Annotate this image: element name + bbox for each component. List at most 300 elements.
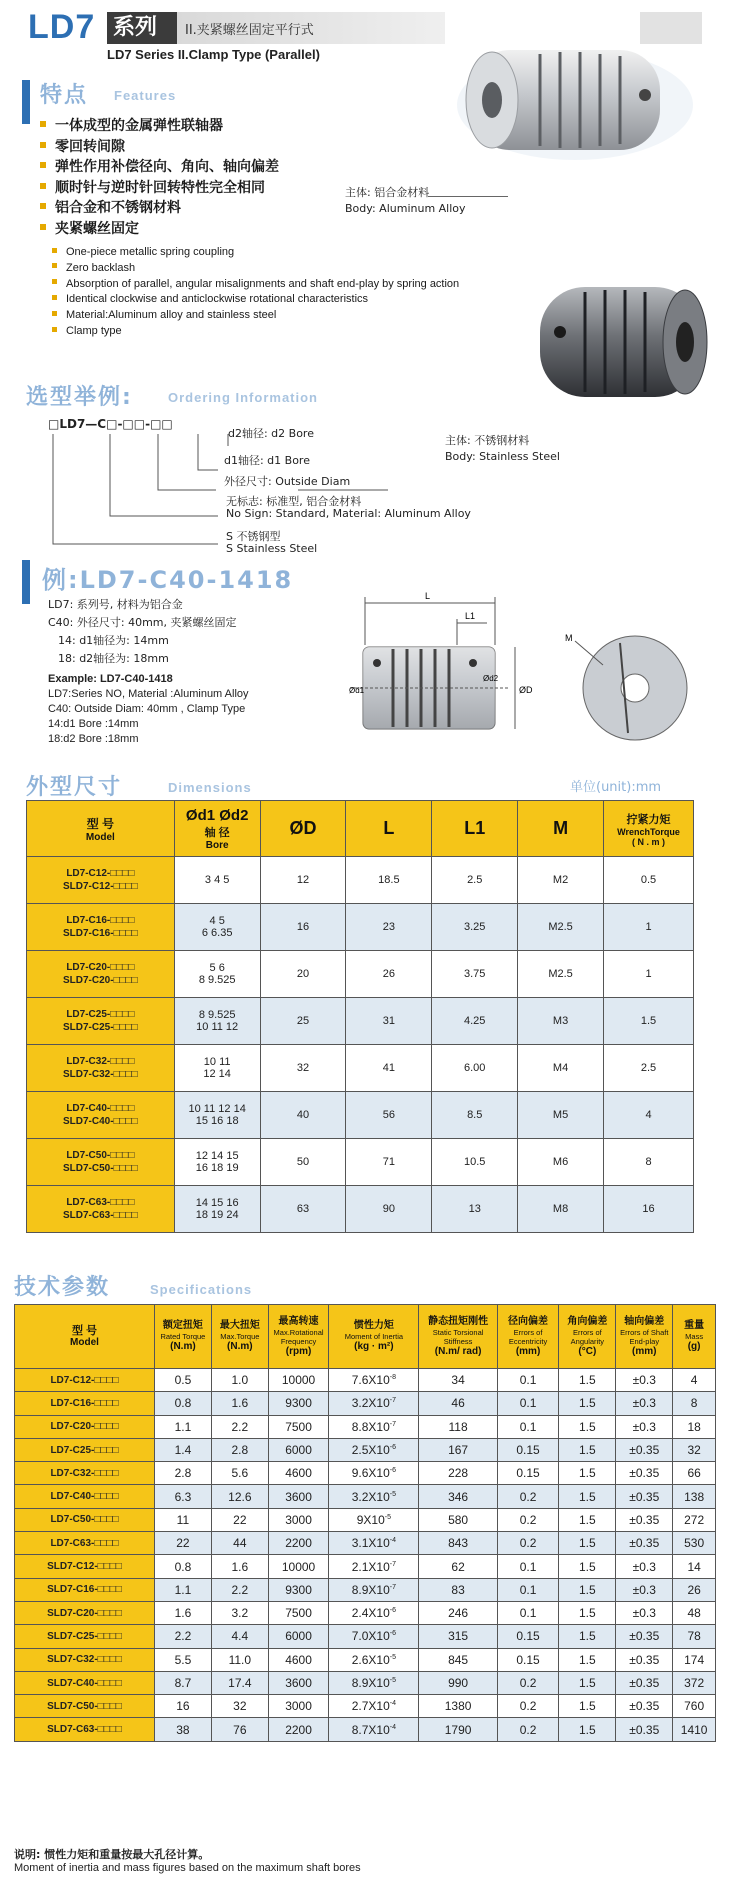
spec-cell-eccentricity: 0.15	[497, 1625, 559, 1648]
spec-cell-stiffness: 62	[419, 1555, 497, 1578]
dim-cell-M: M5	[518, 1092, 604, 1139]
ordering-s-en: S Stainless Steel	[226, 542, 318, 555]
spec-cell-mass: 372	[673, 1671, 716, 1694]
dim-cell-L: 31	[346, 998, 432, 1045]
dim-header-L: L	[346, 801, 432, 857]
spec-cell-max-torque: 22	[211, 1508, 268, 1531]
spec-cell-model: SLD7-C25-□□□□	[15, 1625, 155, 1648]
example-line-en: 14:d1 Bore :14mm	[48, 718, 139, 730]
dim-cell-M: M2.5	[518, 951, 604, 998]
example-title: 例:LD7-C40-1418	[42, 566, 294, 594]
dim-label-L1: L1	[465, 611, 476, 621]
spec-cell-model: LD7-C32-□□□□	[15, 1462, 155, 1485]
spec-cell-rpm: 2200	[268, 1532, 329, 1555]
spec-cell-rpm: 7500	[268, 1601, 329, 1624]
features-list-cn	[40, 116, 360, 239]
spec-cell-angularity: 1.5	[559, 1508, 616, 1531]
spec-cell-angularity: 1.5	[559, 1578, 616, 1601]
spec-cell-max-torque: 2.2	[211, 1415, 268, 1438]
dim-header-L1: L1	[432, 801, 518, 857]
spec-row	[15, 1392, 716, 1415]
spec-cell-end-play: ±0.35	[616, 1671, 673, 1694]
specifications-table	[14, 1304, 716, 1742]
example-line-cn: LD7: 系列号, 材料为铝合金	[48, 598, 183, 611]
dim-cell-bore: 12 14 15 16 18 19	[174, 1139, 260, 1186]
spec-cell-rated-torque: 2.2	[154, 1625, 211, 1648]
spec-cell-max-torque: 44	[211, 1532, 268, 1555]
spec-cell-rpm: 6000	[268, 1438, 329, 1461]
features-list-en	[52, 245, 572, 340]
spec-cell-angularity: 1.5	[559, 1625, 616, 1648]
spec-cell-angularity: 1.5	[559, 1438, 616, 1461]
spec-cell-eccentricity: 0.15	[497, 1462, 559, 1485]
spec-cell-stiffness: 46	[419, 1392, 497, 1415]
dim-cell-torque: 0.5	[604, 857, 694, 904]
dim-cell-bore: 10 11 12 14	[174, 1045, 260, 1092]
dim-label-d2: Ød2	[483, 674, 499, 683]
spec-row	[15, 1648, 716, 1671]
example-title-en: Example: LD7-C40-1418	[48, 673, 173, 685]
spec-row	[15, 1462, 716, 1485]
spec-cell-inertia: $2.4X10^{-6}$	[329, 1601, 419, 1624]
dim-cell-torque: 1	[604, 951, 694, 998]
spec-cell-rated-torque: 0.5	[154, 1369, 211, 1392]
spec-cell-max-torque: 2.8	[211, 1438, 268, 1461]
dim-cell-L1: 3.75	[432, 951, 518, 998]
spec-row	[15, 1625, 716, 1648]
spec-row	[15, 1508, 716, 1531]
spec-cell-rated-torque: 6.3	[154, 1485, 211, 1508]
spec-row	[15, 1695, 716, 1718]
spec-cell-eccentricity: 0.2	[497, 1695, 559, 1718]
spec-header: 静态扭矩刚性 Static Torsional Stiffness (N.m/ rad)	[419, 1305, 497, 1369]
dim-cell-model: LD7-C12-□□□□ SLD7-C12-□□□□	[27, 857, 175, 904]
spec-cell-end-play: ±0.35	[616, 1718, 673, 1741]
spec-cell-rpm: 9300	[268, 1578, 329, 1601]
spec-header: 重量 Mass (g)	[673, 1305, 716, 1369]
example-text-en	[48, 672, 249, 747]
spec-cell-model: LD7-C20-□□□□	[15, 1415, 155, 1438]
spec-cell-mass: 8	[673, 1392, 716, 1415]
spec-cell-end-play: ±0.3	[616, 1601, 673, 1624]
spec-cell-stiffness: 118	[419, 1415, 497, 1438]
spec-row	[15, 1718, 716, 1741]
spec-cell-stiffness: 1380	[419, 1695, 497, 1718]
dim-cell-L1: 2.5	[432, 857, 518, 904]
dim-row	[27, 904, 694, 951]
features-title-cn: 特点	[40, 83, 89, 108]
dim-cell-D: 63	[260, 1186, 346, 1233]
spec-cell-end-play: ±0.3	[616, 1555, 673, 1578]
dim-cell-L: 41	[346, 1045, 432, 1092]
spec-cell-eccentricity: 0.2	[497, 1671, 559, 1694]
spec-cell-angularity: 1.5	[559, 1415, 616, 1438]
spec-cell-rpm: 4600	[268, 1648, 329, 1671]
dim-cell-torque: 8	[604, 1139, 694, 1186]
dim-cell-bore: 3 4 5	[174, 857, 260, 904]
spec-cell-model: LD7-C16-□□□□	[15, 1392, 155, 1415]
dim-cell-torque: 2.5	[604, 1045, 694, 1092]
spec-cell-max-torque: 11.0	[211, 1648, 268, 1671]
spec-cell-max-torque: 3.2	[211, 1601, 268, 1624]
spec-cell-model: LD7-C12-□□□□	[15, 1369, 155, 1392]
dim-cell-torque: 16	[604, 1186, 694, 1233]
dim-cell-torque: 1.5	[604, 998, 694, 1045]
spec-cell-stiffness: 167	[419, 1438, 497, 1461]
spec-cell-stiffness: 990	[419, 1671, 497, 1694]
spec-cell-mass: 174	[673, 1648, 716, 1671]
dim-cell-M: M2.5	[518, 904, 604, 951]
example-line-cn: 14: d1轴径为: 14mm	[58, 634, 169, 647]
spec-cell-rated-torque: 1.1	[154, 1415, 211, 1438]
spec-cell-end-play: ±0.35	[616, 1508, 673, 1531]
example-line-en: LD7:Series NO, Material :Aluminum Alloy	[48, 688, 249, 700]
spec-cell-rated-torque: 11	[154, 1508, 211, 1531]
features-bar	[22, 80, 30, 124]
spec-cell-rpm: 10000	[268, 1555, 329, 1578]
spec-cell-mass: 530	[673, 1532, 716, 1555]
dim-header-M: M	[518, 801, 604, 857]
dim-row	[27, 1045, 694, 1092]
example-line-cn: C40: 外径尺寸: 40mm, 夹紧螺丝固定	[48, 616, 237, 629]
spec-cell-end-play: ±0.35	[616, 1695, 673, 1718]
dim-cell-model: LD7-C32-□□□□ SLD7-C32-□□□□	[27, 1045, 175, 1092]
spec-cell-rated-torque: 8.7	[154, 1671, 211, 1694]
dim-row	[27, 1186, 694, 1233]
dim-cell-model: LD7-C16-□□□□ SLD7-C16-□□□□	[27, 904, 175, 951]
header-subtitle-en: LD7 Series II.Clamp Type (Parallel)	[107, 47, 320, 62]
dim-cell-D: 25	[260, 998, 346, 1045]
dimensions-unit: 单位(unit):mm	[570, 780, 662, 795]
series-label: 系列	[107, 12, 177, 44]
spec-cell-rpm: 7500	[268, 1415, 329, 1438]
spec-cell-mass: 4	[673, 1369, 716, 1392]
body-aluminum-leader	[428, 196, 508, 197]
feature-item-cn: 顺时针与逆时针回转特性完全相同	[40, 178, 360, 199]
spec-cell-rpm: 3600	[268, 1671, 329, 1694]
specifications-title-en: Specifications	[150, 1282, 253, 1297]
spec-header: 径向偏差 Errors of Eccentricity (mm)	[497, 1305, 559, 1369]
spec-cell-rated-torque: 1.4	[154, 1438, 211, 1461]
spec-cell-mass: 760	[673, 1695, 716, 1718]
spec-header: 额定扭矩 Rated Torque (N.m)	[154, 1305, 211, 1369]
spec-cell-angularity: 1.5	[559, 1462, 616, 1485]
spec-cell-stiffness: 83	[419, 1578, 497, 1601]
spec-cell-model: SLD7-C20-□□□□	[15, 1601, 155, 1624]
spec-cell-inertia: $3.2X10^{-5}$	[329, 1485, 419, 1508]
spec-header: 角向偏差 Errors of Angularity (°C)	[559, 1305, 616, 1369]
spec-header: 最大扭矩 Max.Torque (N.m)	[211, 1305, 268, 1369]
spec-cell-angularity: 1.5	[559, 1369, 616, 1392]
dim-cell-D: 50	[260, 1139, 346, 1186]
dim-row	[27, 1092, 694, 1139]
spec-header: 最高转速 Max.Rotational Frequency (rpm)	[268, 1305, 329, 1369]
dim-cell-M: M4	[518, 1045, 604, 1092]
dim-cell-D: 20	[260, 951, 346, 998]
spec-cell-inertia: $8.9X10^{-5}$	[329, 1671, 419, 1694]
dim-row	[27, 1139, 694, 1186]
spec-cell-eccentricity: 0.2	[497, 1508, 559, 1531]
dim-cell-L: 23	[346, 904, 432, 951]
spec-cell-inertia: $2.7X10^{-4}$	[329, 1695, 419, 1718]
feature-item-cn: 零回转间隙	[40, 137, 360, 158]
spec-note-cn: 说明: 惯性力矩和重量按最大孔径计算。	[14, 1848, 210, 1861]
spec-cell-max-torque: 4.4	[211, 1625, 268, 1648]
spec-cell-angularity: 1.5	[559, 1485, 616, 1508]
spec-cell-mass: 78	[673, 1625, 716, 1648]
dim-row	[27, 857, 694, 904]
spec-cell-inertia: $8.8X10^{-7}$	[329, 1415, 419, 1438]
specifications-title-cn: 技术参数	[14, 1275, 111, 1300]
spec-cell-rpm: 9300	[268, 1392, 329, 1415]
spec-cell-stiffness: 228	[419, 1462, 497, 1485]
dim-cell-D: 40	[260, 1092, 346, 1139]
spec-cell-max-torque: 17.4	[211, 1671, 268, 1694]
dim-cell-M: M3	[518, 998, 604, 1045]
dim-cell-bore: 8 9.525 10 11 12	[174, 998, 260, 1045]
body-stainless-cn: 主体: 不锈钢材料	[445, 434, 530, 447]
spec-row	[15, 1485, 716, 1508]
series-model-title: LD7	[28, 8, 96, 46]
feature-item-en: Absorption of parallel, angular misalignments and shaft end-play by spring action	[52, 277, 572, 293]
dim-cell-model: LD7-C40-□□□□ SLD7-C40-□□□□	[27, 1092, 175, 1139]
spec-cell-end-play: ±0.35	[616, 1532, 673, 1555]
body-aluminum-cn: 主体: 铝合金材料	[345, 186, 430, 199]
spec-cell-max-torque: 76	[211, 1718, 268, 1741]
dim-cell-L: 18.5	[346, 857, 432, 904]
spec-cell-mass: 26	[673, 1578, 716, 1601]
spec-cell-max-torque: 1.6	[211, 1392, 268, 1415]
spec-cell-angularity: 1.5	[559, 1555, 616, 1578]
spec-cell-inertia: $9X10^{-5}$	[329, 1508, 419, 1531]
ordering-od: 外径尺寸: Outside Diam	[224, 475, 351, 488]
dim-header-bore: Ød1 Ød2 轴 径 Bore	[174, 801, 260, 857]
dim-cell-L1: 8.5	[432, 1092, 518, 1139]
dim-label-L: L	[425, 591, 431, 601]
spec-cell-eccentricity: 0.1	[497, 1369, 559, 1392]
dimensions-title-en: Dimensions	[168, 780, 252, 795]
spec-cell-rated-torque: 22	[154, 1532, 211, 1555]
spec-cell-mass: 138	[673, 1485, 716, 1508]
spec-cell-stiffness: 843	[419, 1532, 497, 1555]
spec-row	[15, 1369, 716, 1392]
spec-cell-rpm: 3000	[268, 1695, 329, 1718]
spec-cell-stiffness: 346	[419, 1485, 497, 1508]
spec-cell-model: SLD7-C12-□□□□	[15, 1555, 155, 1578]
dim-cell-bore: 5 6 8 9.525	[174, 951, 260, 998]
spec-cell-model: SLD7-C16-□□□□	[15, 1578, 155, 1601]
dimensions-table	[26, 800, 694, 1233]
dim-cell-D: 12	[260, 857, 346, 904]
dim-cell-L1: 6.00	[432, 1045, 518, 1092]
example-bar	[22, 560, 30, 604]
spec-cell-model: SLD7-C63-□□□□	[15, 1718, 155, 1741]
spec-header: 型 号 Model	[15, 1305, 155, 1369]
spec-cell-model: SLD7-C50-□□□□	[15, 1695, 155, 1718]
spec-cell-mass: 66	[673, 1462, 716, 1485]
spec-cell-model: LD7-C40-□□□□	[15, 1485, 155, 1508]
example-line-cn: 18: d2轴径为: 18mm	[58, 652, 169, 665]
dim-cell-torque: 1	[604, 904, 694, 951]
dim-label-D: ØD	[519, 685, 533, 695]
spec-cell-angularity: 1.5	[559, 1718, 616, 1741]
spec-note-en: Moment of inertia and mass figures based on the maximum shaft bores	[14, 1862, 361, 1874]
spec-row	[15, 1532, 716, 1555]
spec-cell-inertia: $8.7X10^{-4}$	[329, 1718, 419, 1741]
dim-cell-model: LD7-C25-□□□□ SLD7-C25-□□□□	[27, 998, 175, 1045]
dim-label-d1: Ød1	[349, 686, 365, 695]
spec-cell-rpm: 3000	[268, 1508, 329, 1531]
dim-cell-L: 90	[346, 1186, 432, 1233]
spec-cell-rpm: 2200	[268, 1718, 329, 1741]
spec-cell-inertia: $3.2X10^{-7}$	[329, 1392, 419, 1415]
feature-item-cn: 弹性作用补偿径向、角向、轴向偏差	[40, 157, 360, 178]
spec-cell-end-play: ±0.35	[616, 1438, 673, 1461]
spec-cell-inertia: $2.6X10^{-5}$	[329, 1648, 419, 1671]
dim-cell-L: 56	[346, 1092, 432, 1139]
spec-cell-model: LD7-C63-□□□□	[15, 1532, 155, 1555]
spec-cell-stiffness: 246	[419, 1601, 497, 1624]
spec-cell-stiffness: 34	[419, 1369, 497, 1392]
ordering-nosign-cn: 无标志: 标准型, 铝合金材料	[226, 495, 362, 508]
feature-item-en: Identical clockwise and anticlockwise rotational characteristics	[52, 292, 572, 308]
spec-cell-angularity: 1.5	[559, 1601, 616, 1624]
spec-cell-rpm: 3600	[268, 1485, 329, 1508]
spec-cell-end-play: ±0.35	[616, 1648, 673, 1671]
spec-header: 轴向偏差 Errors of Shaft End-play (mm)	[616, 1305, 673, 1369]
spec-cell-end-play: ±0.35	[616, 1462, 673, 1485]
dim-cell-bore: 10 11 12 14 15 16 18	[174, 1092, 260, 1139]
dim-label-M: M	[565, 633, 573, 643]
dim-header-torque: 拧紧力矩 WrenchTorque ( N . m )	[604, 801, 694, 857]
dim-cell-model: LD7-C50-□□□□ SLD7-C50-□□□□	[27, 1139, 175, 1186]
dim-cell-L1: 4.25	[432, 998, 518, 1045]
dim-cell-torque: 4	[604, 1092, 694, 1139]
header-subtitle-cn: II.夹紧螺丝固定平行式	[185, 23, 314, 38]
spec-cell-mass: 48	[673, 1601, 716, 1624]
spec-cell-end-play: ±0.3	[616, 1415, 673, 1438]
spec-cell-eccentricity: 0.2	[497, 1718, 559, 1741]
spec-cell-rated-torque: 5.5	[154, 1648, 211, 1671]
features-title-en: Features	[114, 88, 177, 103]
spec-cell-end-play: ±0.3	[616, 1578, 673, 1601]
spec-cell-rated-torque: 1.6	[154, 1601, 211, 1624]
spec-cell-inertia: $8.9X10^{-7}$	[329, 1578, 419, 1601]
spec-cell-rated-torque: 38	[154, 1718, 211, 1741]
body-stainless-en: Body: Stainless Steel	[445, 450, 560, 463]
spec-cell-max-torque: 1.6	[211, 1555, 268, 1578]
ordering-title-cn: 选型举例:	[26, 385, 133, 410]
dim-cell-L1: 3.25	[432, 904, 518, 951]
spec-cell-mass: 272	[673, 1508, 716, 1531]
feature-item-cn: 铝合金和不锈钢材料	[40, 198, 360, 219]
spec-cell-inertia: $2.1X10^{-7}$	[329, 1555, 419, 1578]
dim-cell-L: 71	[346, 1139, 432, 1186]
dim-cell-bore: 14 15 16 18 19 24	[174, 1186, 260, 1233]
dim-row	[27, 998, 694, 1045]
feature-item-cn: 夹紧螺丝固定	[40, 219, 360, 240]
spec-cell-mass: 1410	[673, 1718, 716, 1741]
spec-cell-max-torque: 2.2	[211, 1578, 268, 1601]
spec-row	[15, 1415, 716, 1438]
spec-cell-eccentricity: 0.1	[497, 1578, 559, 1601]
stainless-coupling-image	[525, 272, 715, 422]
dim-cell-M: M8	[518, 1186, 604, 1233]
ordering-nosign-en: No Sign: Standard, Material: Aluminum Alloy	[226, 507, 471, 520]
feature-item-en: Zero backlash	[52, 261, 572, 277]
spec-cell-rated-torque: 1.1	[154, 1578, 211, 1601]
spec-cell-max-torque: 32	[211, 1695, 268, 1718]
spec-row	[15, 1555, 716, 1578]
spec-cell-eccentricity: 0.15	[497, 1438, 559, 1461]
spec-cell-stiffness: 580	[419, 1508, 497, 1531]
spec-cell-max-torque: 12.6	[211, 1485, 268, 1508]
dim-cell-M: M2	[518, 857, 604, 904]
dim-cell-L1: 10.5	[432, 1139, 518, 1186]
feature-item-en: Material:Aluminum alloy and stainless steel	[52, 308, 572, 324]
spec-cell-stiffness: 315	[419, 1625, 497, 1648]
spec-row	[15, 1438, 716, 1461]
spec-cell-model: LD7-C25-□□□□	[15, 1438, 155, 1461]
spec-cell-rpm: 6000	[268, 1625, 329, 1648]
body-aluminum-en: Body: Aluminum Alloy	[345, 202, 466, 215]
spec-cell-eccentricity: 0.15	[497, 1648, 559, 1671]
ordering-s-cn: S 不锈钢型	[226, 530, 281, 543]
dim-cell-model: LD7-C63-□□□□ SLD7-C63-□□□□	[27, 1186, 175, 1233]
ordering-d1: d1轴径: d1 Bore	[224, 454, 310, 467]
dim-cell-L: 26	[346, 951, 432, 998]
spec-cell-rated-torque: 16	[154, 1695, 211, 1718]
spec-header: 惯性力矩 Moment of Inertia (kg · m²)	[329, 1305, 419, 1369]
spec-row	[15, 1601, 716, 1624]
spec-cell-eccentricity: 0.1	[497, 1415, 559, 1438]
spec-cell-rated-torque: 0.8	[154, 1555, 211, 1578]
spec-cell-angularity: 1.5	[559, 1648, 616, 1671]
spec-cell-mass: 32	[673, 1438, 716, 1461]
spec-cell-stiffness: 1790	[419, 1718, 497, 1741]
spec-cell-end-play: ±0.35	[616, 1625, 673, 1648]
spec-cell-model: SLD7-C32-□□□□	[15, 1648, 155, 1671]
ordering-title-en: Ordering Information	[168, 390, 318, 405]
feature-item-en: One-piece metallic spring coupling	[52, 245, 572, 261]
dim-cell-L1: 13	[432, 1186, 518, 1233]
dim-cell-D: 32	[260, 1045, 346, 1092]
spec-cell-eccentricity: 0.1	[497, 1392, 559, 1415]
aluminum-coupling-image	[450, 30, 700, 170]
spec-cell-eccentricity: 0.1	[497, 1601, 559, 1624]
spec-cell-rpm: 10000	[268, 1369, 329, 1392]
feature-item-en: Clamp type	[52, 324, 572, 340]
spec-cell-max-torque: 1.0	[211, 1369, 268, 1392]
spec-cell-rated-torque: 0.8	[154, 1392, 211, 1415]
spec-cell-stiffness: 845	[419, 1648, 497, 1671]
example-line-en: C40: Outside Diam: 40mm , Clamp Type	[48, 703, 246, 715]
spec-cell-end-play: ±0.3	[616, 1369, 673, 1392]
spec-cell-angularity: 1.5	[559, 1671, 616, 1694]
spec-row	[15, 1671, 716, 1694]
spec-cell-eccentricity: 0.1	[497, 1555, 559, 1578]
dim-cell-D: 16	[260, 904, 346, 951]
spec-cell-angularity: 1.5	[559, 1392, 616, 1415]
spec-cell-eccentricity: 0.2	[497, 1532, 559, 1555]
example-line-en: 18:d2 Bore :18mm	[48, 733, 139, 745]
spec-row	[15, 1578, 716, 1601]
dim-header-D: ØD	[260, 801, 346, 857]
dim-cell-bore: 4 5 6 6.35	[174, 904, 260, 951]
spec-cell-inertia: $7.0X10^{-6}$	[329, 1625, 419, 1648]
ordering-code: □LD7—C□-□□-□□	[48, 417, 173, 431]
spec-cell-end-play: ±0.35	[616, 1485, 673, 1508]
